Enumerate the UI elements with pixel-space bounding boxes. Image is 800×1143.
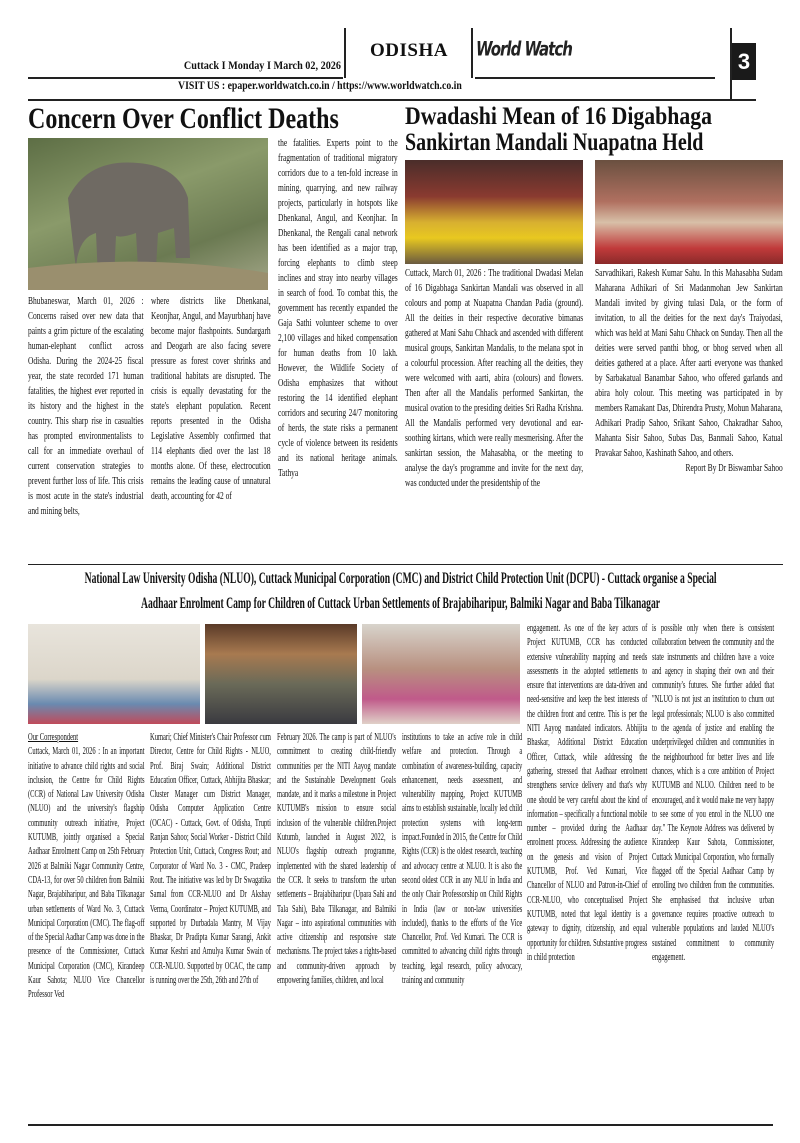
world-watch-logo: World Watch <box>476 37 572 61</box>
article2-headline-line1: Dwadashi Mean of 16 Digabhaga <box>405 103 712 130</box>
masthead-rule-right <box>475 77 715 79</box>
masthead-divider <box>471 28 473 78</box>
article3-column-4 <box>402 731 522 988</box>
sankirtan-photo-2 <box>595 160 783 264</box>
article3-column-1 <box>28 731 145 1003</box>
article3-headline-row2 <box>28 592 773 615</box>
sankirtan-photo-1 <box>405 160 583 264</box>
visit-url[interactable]: VISIT US : epaper.worldwatch.co.in / https://www.worldwatch.co.in <box>178 80 462 92</box>
elephant-icon <box>28 138 268 290</box>
article3-column-2-text: Kumari; Chief Minister's Chair Professor cum Director, Centre for Child Rights - NLUO, Prof. Biraj Swain; Additional District Education Officer, Cuttack, Abhijita Bhaskar; Cluster Manager cum District Manager, Odisha Computer Application Centre (OCAC) - Cuttack, Govt. of Odisha, Trupti Ranjan Sahoo; Social Worker - District Child Protection Unit, Cuttack, Congress Rout; and Corporator of Ward No. 3 - CMC, Pradeep Rout. The initiative was led by Dr Swagatika Samal from CCR-NLUO and Dr Akshay Verma, Coordinator – Project KUTUMB, and supported by Durbadala Mantry, M Vijay Bhaskar, Dr Pradipta Kumar Sarangi, Ankit Kumar Keshri and Amulya Kumar Swain of CCR-NLUO. Supported by OCAC, the camp is running over the 25th, 26th and 27th of <box>150 732 271 987</box>
masthead-rule-left <box>28 77 343 79</box>
page-bottom-rule <box>28 1124 773 1126</box>
article1-column-1 <box>28 294 144 519</box>
elephant-photo <box>28 138 268 290</box>
article3-column-1-text: Cuttack, March 01, 2026 : In an important initiative to advance child rights and social inclusion, the Centre for Child Rights (CCR) of National Law University Odisha (NLUO) and the university's flagship community outreach initiative, Project KUTUMB, jointly organised a Special Aadhaar Enrolment Camp on 25th February 2026 at Balmiki Nagar Community Centre, CDA-13, for over 50 children from Balmiki Nagar, Brajabiharipur, and Baba Tilkanagar urban settlements of Ward No. 3, Cuttack Municipal Corporation (CMC). The flag-off of the Special Aadhar Camp was done in the presence of the Commissioner, Cuttack Municipal Corporation (CMC), Kirandeep Kaur Sahota; NLUO Vice Chancellor Professor Ved <box>28 746 145 1001</box>
article2-headline-line2: Sankirtan Mandali Nuapatna Held <box>405 129 704 156</box>
page-number: 3 <box>732 43 756 80</box>
visit-line <box>150 80 490 92</box>
report-credit: Report By Dr Biswambar Sahoo <box>685 462 783 474</box>
article1-headline: Concern Over Conflict Deaths <box>28 102 339 135</box>
article3-column-3 <box>277 731 396 988</box>
byline: Our Correspondent <box>28 732 79 743</box>
section-rule <box>28 564 783 565</box>
dateline: Cuttack I Monday I March 02, 2026 <box>183 58 341 72</box>
article1-column-3 <box>278 136 398 481</box>
aadhaar-camp-photo-2 <box>205 624 357 724</box>
article3-headline-row1 <box>28 567 773 590</box>
aadhaar-camp-photo-1 <box>28 624 200 724</box>
article3-column-4-text: institutions to take an active role in child welfare and protection. Through a combination of awareness-building, capacity enhancement, needs assessment, and vulnerability mapping, Project KUTUMB aims to establish sustainable, locally led child protection systems with long-term impact.Founded in 2015, the Centre for Child Rights (CCR) is the oldest research, teaching and advocacy centre at NLUO. It is also the second oldest CCR in any NLU in India and the only Chair Professorship on Child Rights in India (law or non-law universities included), thanks to the efforts of the Vice Chancellor, Prof. Ved Kumari. The CCR is committed to advancing child rights through teaching, legal research, policy advocacy, training and community <box>402 732 523 987</box>
article3-column-5 <box>527 622 647 965</box>
article3-column-1-body <box>28 731 145 1003</box>
article3-column-5-text: engagement. As one of the key actors of Project KUTUMB, CCR has conducted extensive vulnerability mapping and needs assessments in the adopted settlements to ensure that interventions are data-driven and need-sensitive and keep the best interests of the children front and centre. This is per the NITI Aayog mandated indicators. Abhijita Bhaskar, Additional District Education Officer, Cuttack, while addressing the gathering, stressed that Aadhaar enrolment strengthens service delivery and that's why one should be very careful about the kind of information – specifically a functional mobile number – provided during the Aadhaar enrolment process. Addressing the audience on the genesis and vision of Project KUTUMB, Prof. Ved Kumari, Vice Chancellor of NLUO and Patron-in-Chief of CCR-NLUO, who conceptualised Project KUTUMB, noted that legal identity is a gateway to dignity, citizenship, and equal opportunity for children. Substantive progress in child protection <box>527 623 648 963</box>
article3-headline-line2: Aadhaar Enrolment Camp for Children of Cuttack Urban Settlements of Brajabiharipur, Balmiki Nagar and Baba Tilkanagar <box>141 595 661 612</box>
masthead-bottom-rule <box>28 99 756 101</box>
masthead-divider <box>344 28 346 78</box>
article1-column-1-text: Bhubaneswar, March 01, 2026 : Concerns raised over new data that paints a grim picture of the escalating human-elephant conflict across Odisha. During the 2024-25 fiscal year, the state recorded 171 human fatalities, the highest ever reported in its history and the highest in the country. This sharp rise in casualties has prompted environmentalists to call for an immediate overhaul of current conservation strategies to prevent further loss of life. This crisis is most acute in the state's industrial and mining belts, <box>28 295 144 517</box>
aadhaar-camp-photo-3 <box>362 624 520 724</box>
article3-column-6-text: is possible only when there is consistent collaboration between the community and the state instruments and children have a voice and agency in shaping their own and their community's futures. She further added that "NLUO is not just an institution to churn out legal professionals; NLUO is also committed to the agenda of justice and enabling the underprivileged children and communities in the neighbourhood for better lives and life chances, which is a core ambition of Project KUTUMB and NLUO. Children need to be encouraged, and it would make me very happy to see some of you enrol in the NLUO one day." The Keynote Address was delivered by Kirandeep Kaur Sahota, Commissioner, Cuttack Municipal Corporation, who formally flagged off the Special Aadhaar Camp by enrolling two children from the communities. She emphasised that inclusive urban governance requires proactive outreach to vulnerable populations and lauded NLUO's sustained commitment to community engagement. <box>652 623 775 963</box>
article2-column-2 <box>595 266 783 476</box>
section-title: ODISHA <box>370 40 448 61</box>
article1-column-2 <box>151 294 271 504</box>
article3-column-3-text: February 2026. The camp is part of NLUO's commitment to creating child-friendly communities per the NITI Aayog mandate and the Sustainable Development Goals mandate, and it marks a milestone in Project KUTUMB's mission to ensure social inclusion of the vulnerable children.Project Kutumb, launched in August 2022, is NLUO's flagship outreach programme, implemented with the shared leadership of the CCR. It seeks to transform the urban settlements – Brajabiharipur (Upara Sahi and Tala Sahi), Baba Tilkanagar, and Balmiki Nagar – into aspirational communities with active citizenship and responsive state mechanisms. The project takes a rights-based and community-driven approach by empowering families, children, and local <box>277 732 397 987</box>
article1-column-3-text: the fatalities. Experts point to the fragmentation of traditional migratory corridors due to a ten-fold increase in mining, quarrying, and new railway projects, particularly in hotspots like Dhenkanal, Angul, and Keonjhar. In Dhenkanal, the Rengali canal network has been identified as a major trap, forcing elephants to climb steep inclines and stray into nearby villages in search of food. To combat this, the government has recently expanded the Gaja Sathi volunteer scheme to over 2,100 villages and hiked compensation for human deaths from 10 lakh. However, the Wildlife Society of Odisha emphasizes that without restoring the 14 identified elephant corridors and securing 24/7 monitoring of herds, the state risks a permanent cycle of violence between its residents and its national heritage animals. Tathya <box>278 137 398 479</box>
article3-column-6 <box>652 622 774 965</box>
article3-column-2 <box>150 731 271 988</box>
article2-column-1-text: Cuttack, March 01, 2026 : The traditional Dwadasi Melan of 16 Digabhaga Sankirtan Mandali was observed in all colours and pomp at Nuapatna Chandan Padia (ground). All the deities in their respective decorative bimanas gathered at Mani Sahu Chhack and ascended with different musical groups, Sankirtan Mandalis, to the melana spot in a colourful procession. After reaching all the deities, they were welcomed with aarti, abira (colours) and flowers. Then after all the Mandalis performed Sankirtan, the musical ovation to the presiding deities Sri Radha Krishna. All the Mandalis performed very devotional and ear-soothing kirtans, which were really mesmerising. After the sankirtan session, the Mahasabha, or the meeting to analyse the day's programme and invite for the next day, was conducted under the presidentship of the <box>405 267 584 489</box>
article1-column-2-text: where districts like Dhenkanal, Keonjhar, Angul, and Mayurbhanj have become major flashpoints. Sundargarh and Deogarh are also facing severe pressure as forest cover shrinks and traditional habitats are disrupted. The crisis is equally devastating for the state's elephant population. Recent reports presented in the Odisha Legislative Assembly confirmed that 114 elephants died over the last 18 months alone. Of these, electrocution remains the leading cause of unnatural death, accounting for 42 of <box>151 295 271 502</box>
article3-headline-line1: National Law University Odisha (NLUO), Cuttack Municipal Corporation (CMC) and District Child Protection Unit (DCPU) - Cuttack organise a Special <box>84 570 717 587</box>
article2-column-2-text: Sarvadhikari, Rakesh Kumar Sahu. In this Mahasabha Sudam Maharana Adhikari of Sri Madanmohan Jew Sankirtan Mandali invited by giving tulasi Dala, or the form of invitation, to all the deities for the next day's Traiyodasi, which was held at Mani Sahu Chhack on Sunday. Then all the deities were served panthi bhog, or bhog served when all deities gathered at a place. After aarti everyone was thanked by Sarbakatual Banambar Sahoo, who offered garlands and abira holy colour. This meeting was participated in by members Ramakant Das, Dhirendra Prusty, Mohun Maharana, Adhikari Pradip Sahoo, Srikant Sahoo, Chakradhar Sahoo, Mahanta Sisir Sahoo, Subas Das, Banmali Sahoo, Katual Pravakar Sahoo, Kashinath Sahoo, and others. <box>595 267 783 459</box>
article2-column-1 <box>405 266 583 491</box>
article2-column-2-body <box>595 266 783 476</box>
